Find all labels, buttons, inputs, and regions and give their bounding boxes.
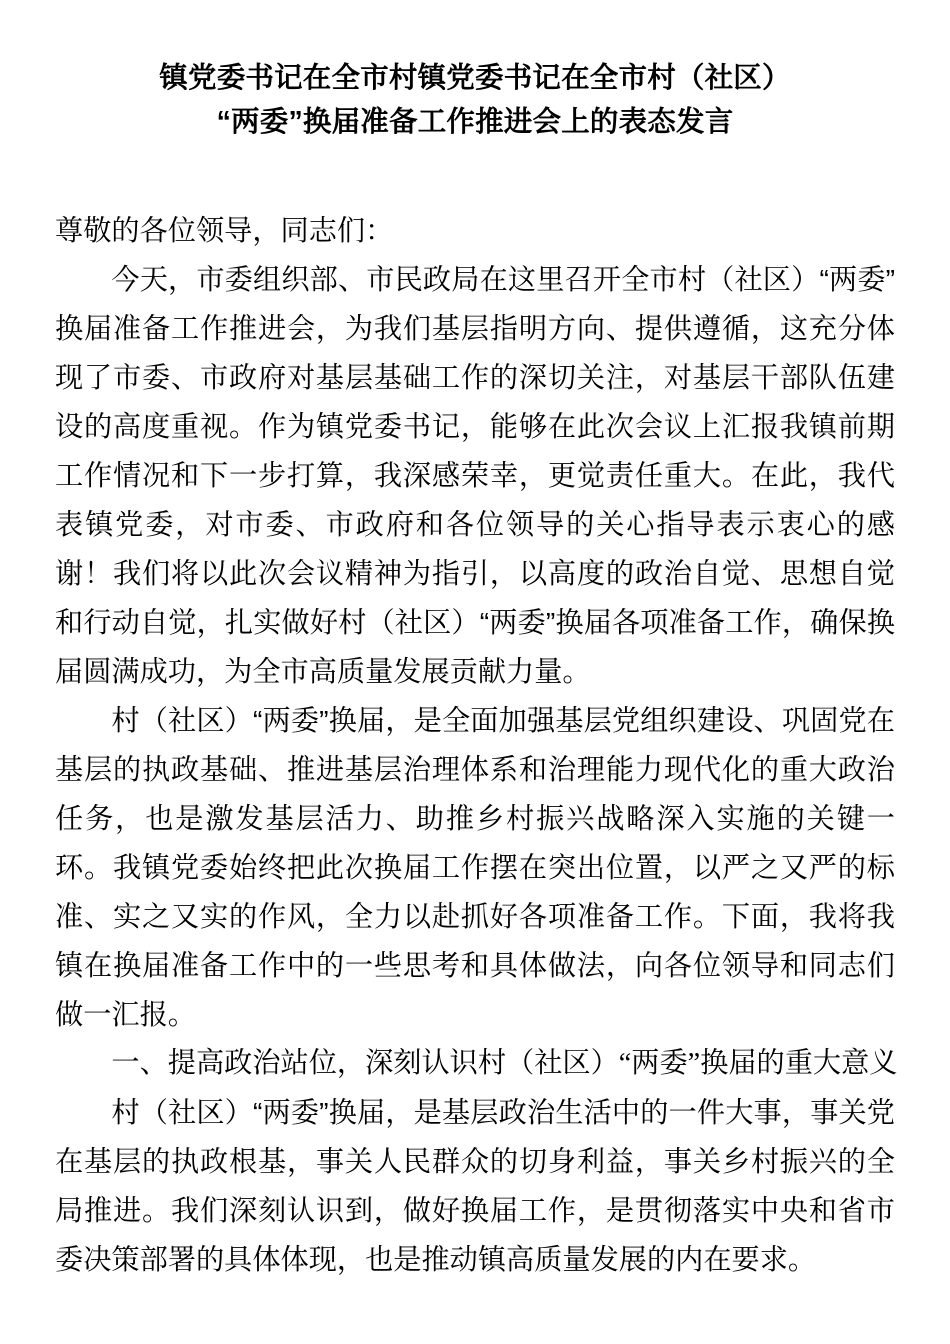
section-heading-1: 一、提高政治站位，深刻认识村（社区）“两委”换届的重大意义 xyxy=(111,1048,898,1079)
paragraph-1: 今天，市委组织部、市民政局在这里召开全市村（社区）“两委”换届准备工作推进会，为我们基层指明方向、提供遵循，这充分体现了市委、市政府对基层基础工作的深切关注，对基层干部队伍建设的高度重视。作为镇党委书记，能够在此次会议上汇报我镇前期工作情况和下一步打算，我深感荣幸，更觉责任重大。在此，我代表镇党委，对市委、市政府和各位领导的关心指导表示衷心的感谢！我们将以此次会议精神为指引，以高度的政治自觉、思想自觉和行动自觉，扎实做好村（社区）“两委”换届各项准备工作，确保换届圆满成功，为全市高质量发展贡献力量。 xyxy=(55,263,895,687)
document-body xyxy=(55,0,898,1284)
title-line-2: “两委”换届准备工作推进会上的表态发言 xyxy=(216,106,734,138)
title-line-1: 镇党委书记在全市村镇党委书记在全市村（社区） xyxy=(159,62,791,94)
page-title xyxy=(55,0,895,144)
paragraph-2: 村（社区）“两委”换届，是全面加强基层党组织建设、巩固党在基层的执政基础、推进基层治理体系和治理能力现代化的重大政治任务，也是激发基层活力、助推乡村振兴战略深入实施的关键一环。我镇党委始终把此次换届工作摆在突出位置，以严之又严的标准、实之又实的作风，全力以赴抓好各项准备工作。下面，我将我镇在换届准备工作中的一些思考和具体做法，向各位领导和同志们做一汇报。 xyxy=(55,704,895,1030)
title-spacer xyxy=(55,144,895,206)
salutation: 尊敬的各位领导，同志们： xyxy=(55,214,394,246)
section-paragraph-1: 村（社区）“两委”换届，是基层政治生活中的一件大事，事关党在基层的执政根基，事关人民群众的切身利益，事关乡村振兴的全局推进。我们深刻认识到，做好换届工作，是贯彻落实中央和省市委决策部署的具体体现，也是推动镇高质量发展的内在要求。 xyxy=(55,1096,895,1275)
